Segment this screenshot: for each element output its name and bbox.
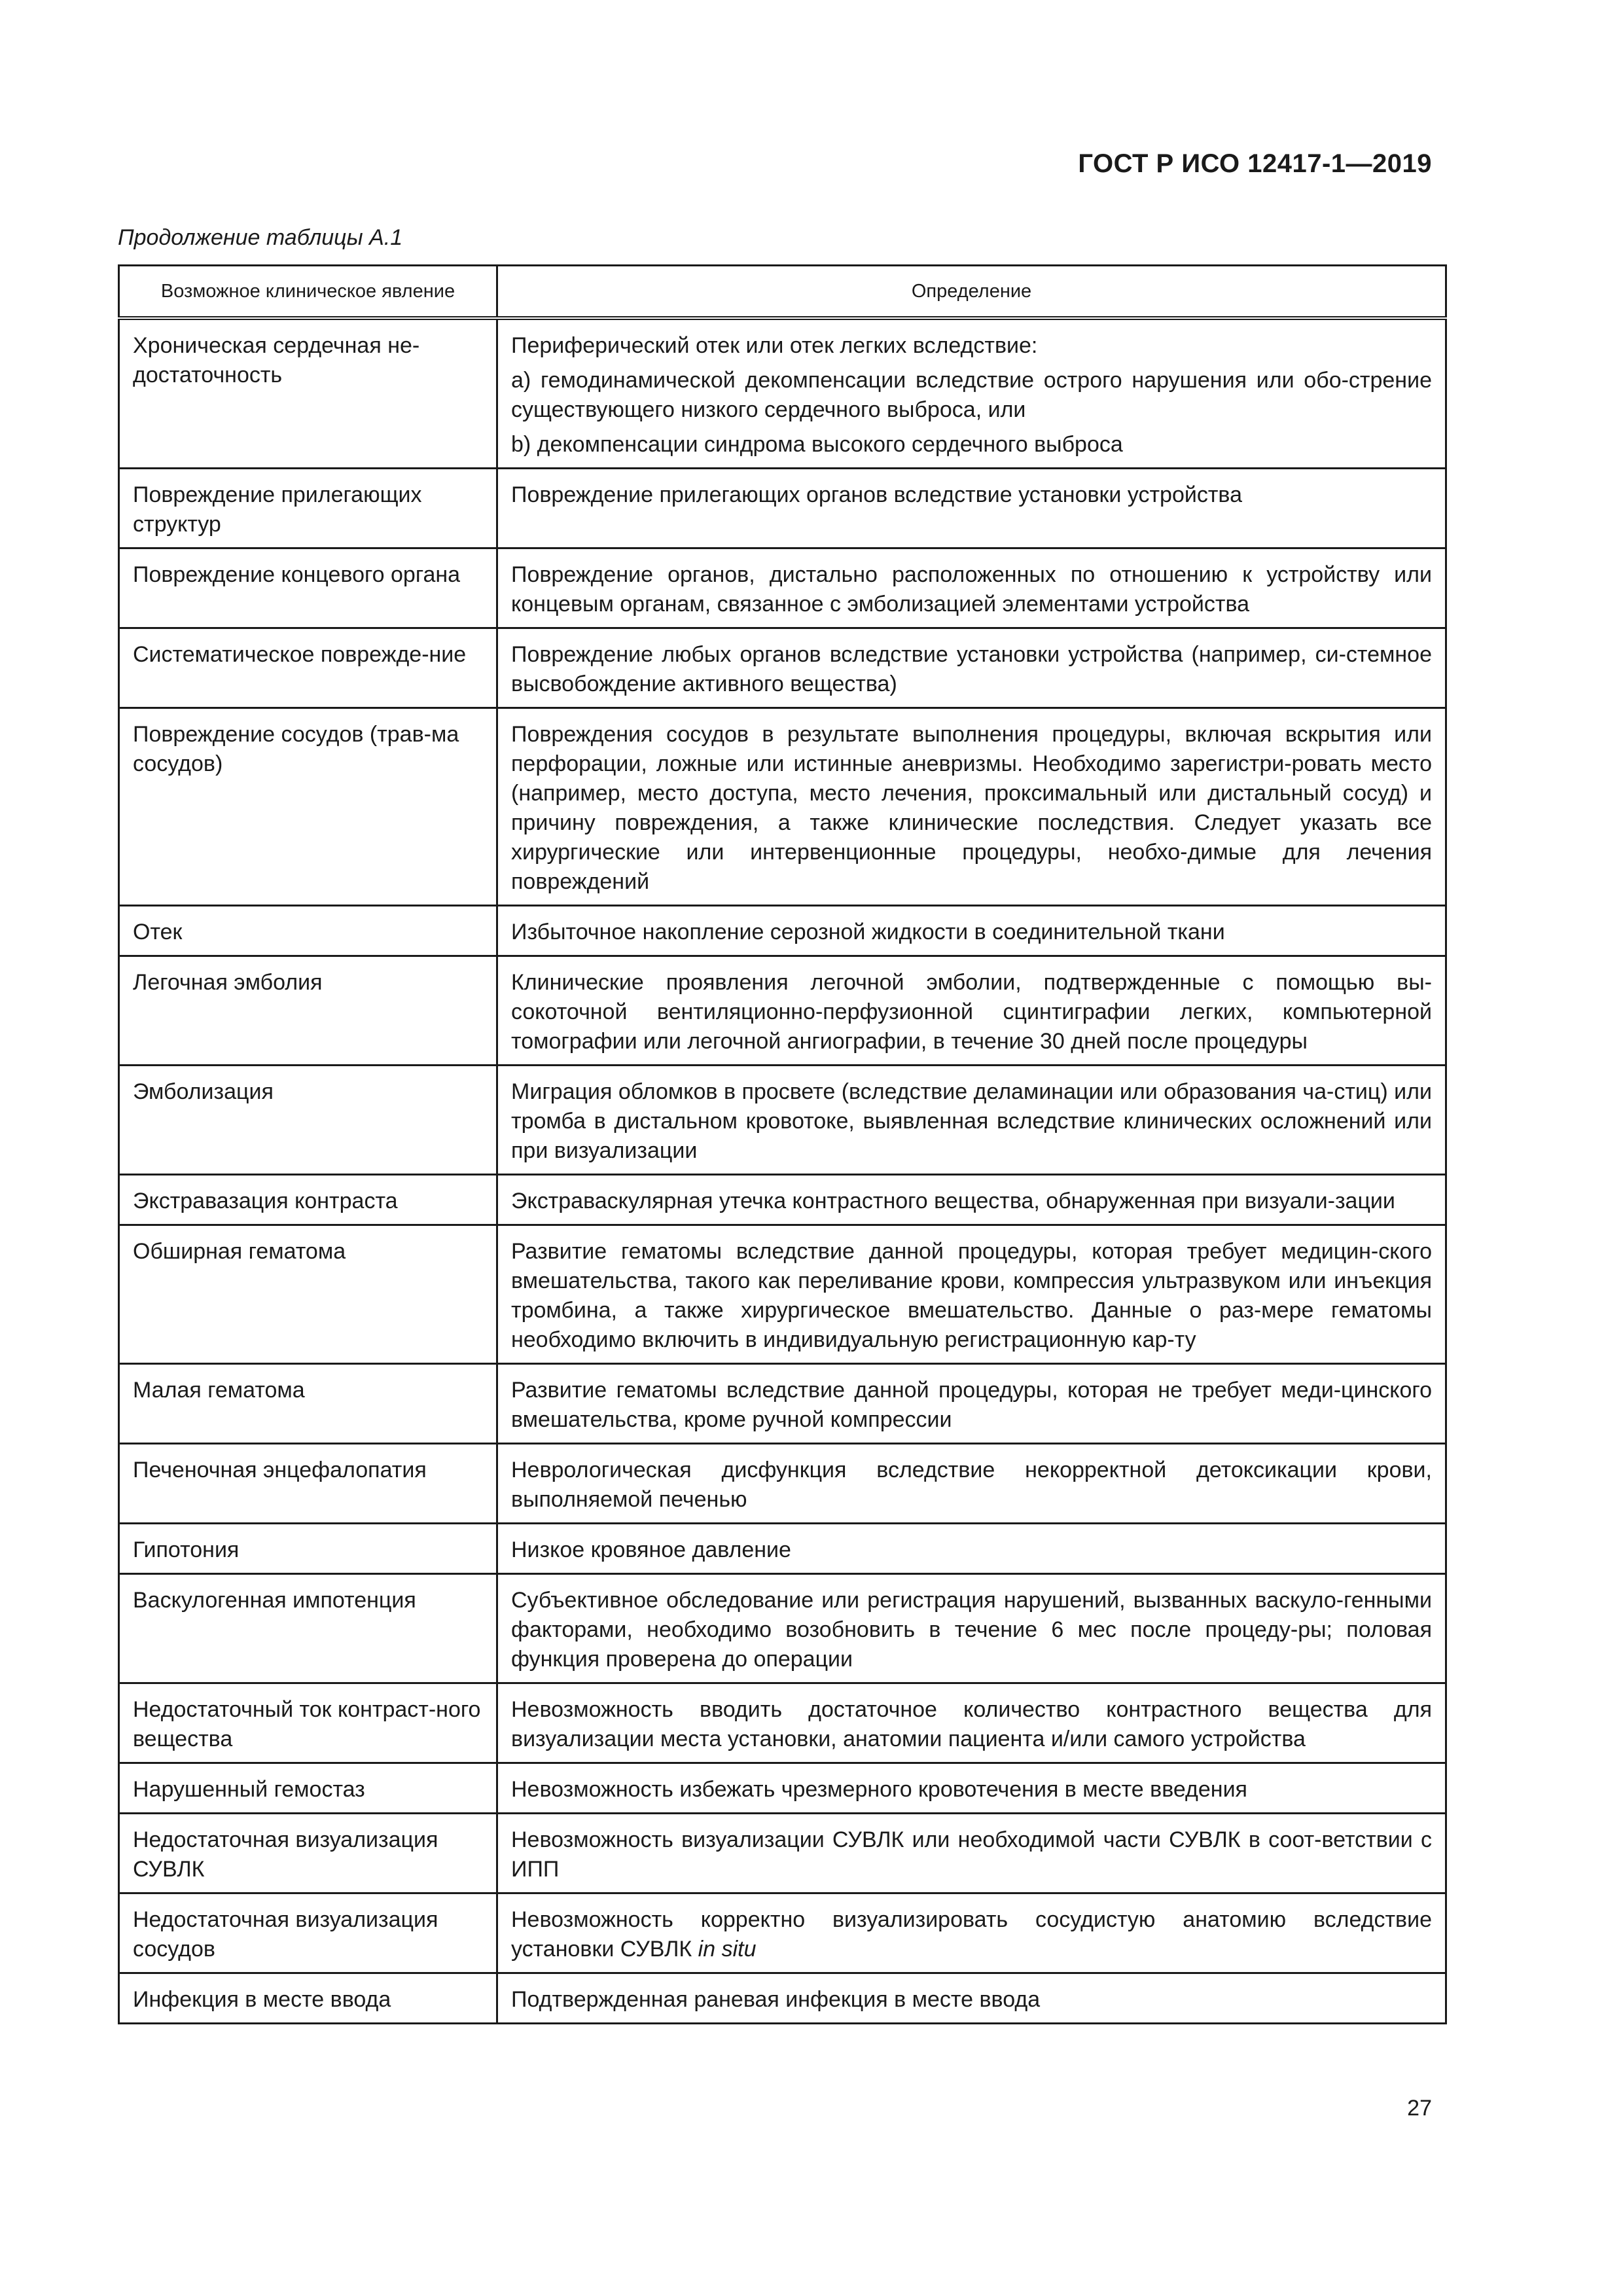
definition-line: Развитие гематомы вследствие данной процедуры, которая требует медицин-ского вмешательства, такого как переливание крови, компрессия ультразвуком или инъекция тромбина, а также хирургическое вмешательство. Данные о раз-мере гематомы необходимо включить в индивидуальную регистрационную кар-ту: [511, 1239, 1432, 1352]
definition-cell: [497, 1973, 1446, 2024]
table-row: [119, 1763, 1446, 1814]
definition-line: Повреждение любых органов вследствие установки устройства (например, си-стемное высвобождение активного вещества): [511, 642, 1432, 696]
term-cell: Повреждение концевого органа: [119, 548, 497, 628]
term-cell: Малая гематома: [119, 1364, 497, 1444]
table-row: [119, 1444, 1446, 1524]
table-caption: Продолжение таблицы А.1: [118, 225, 403, 250]
term-cell: Печеночная энцефалопатия: [119, 1444, 497, 1524]
table-row: [119, 628, 1446, 708]
term-cell: Повреждение сосудов (трав-ма сосудов): [119, 708, 497, 906]
definition-line: Низкое кровяное давление: [511, 1537, 791, 1562]
table-header-row: [119, 266, 1446, 319]
table-row: [119, 469, 1446, 548]
term-cell: Васкулогенная импотенция: [119, 1574, 497, 1683]
definition-line: Миграция обломков в просвете (вследствие деламинации или образования ча-стиц) или тромба в дистальном кровотоке, выявленная вследствие клинических осложнений или при визуализации: [511, 1079, 1432, 1163]
table-row: [119, 1364, 1446, 1444]
definition-line: Повреждение прилегающих органов вследствие установки устройства: [511, 482, 1243, 507]
term-cell: Экстравазация контраста: [119, 1175, 497, 1225]
definition-line: Подтвержденная раневая инфекция в месте ввода: [511, 1987, 1041, 2012]
table-row: [119, 956, 1446, 1066]
definition-cell: [497, 956, 1446, 1066]
definition-cell: [497, 1364, 1446, 1444]
term-cell: Недостаточная визуализация СУВЛК: [119, 1814, 497, 1893]
definition-line: Периферический отек или отек легких вследствие:: [511, 333, 1038, 358]
definition-line: Невозможность корректно визуализировать сосудистую анатомию вследствие установки СУВЛК in situ: [511, 1907, 1432, 1962]
definition-cell: [497, 906, 1446, 956]
table-row: [119, 1574, 1446, 1683]
definition-cell: [497, 1524, 1446, 1574]
definition-line: b) декомпенсации синдрома высокого сердечного выброса: [511, 432, 1123, 457]
term-cell: Инфекция в месте ввода: [119, 1973, 497, 2024]
term-cell: Недостаточный ток контраст-ного вещества: [119, 1683, 497, 1763]
definition-line: Повреждение органов, дистально расположенных по отношению к устройству или концевым органам, связанное с эмболизацией элементами устройства: [511, 562, 1432, 617]
definition-cell: [497, 628, 1446, 708]
term-cell: Недостаточная визуализация сосудов: [119, 1893, 497, 1973]
table-row: [119, 708, 1446, 906]
table-body: [119, 318, 1446, 2024]
page-number: 27: [1407, 2096, 1432, 2121]
term-cell: Гипотония: [119, 1524, 497, 1574]
definition-cell: [497, 708, 1446, 906]
standard-id-header: ГОСТ Р ИСО 12417-1—2019: [1078, 149, 1432, 178]
table-row: [119, 1814, 1446, 1893]
definition-line: Субъективное обследование или регистрация нарушений, вызванных васкуло-генными факторами, необходимо возобновить в течение 6 мес после процеду-ры; половая функция проверена до операции: [511, 1588, 1432, 1672]
column-header-definition: Определение: [497, 266, 1446, 319]
definition-cell: [497, 1066, 1446, 1175]
definition-cell: [497, 1225, 1446, 1364]
definition-cell: [497, 469, 1446, 548]
term-cell: Эмболизация: [119, 1066, 497, 1175]
definition-line: Невозможность избежать чрезмерного кровотечения в месте введения: [511, 1777, 1247, 1802]
definition-line: Повреждения сосудов в результате выполнения процедуры, включая вскрытия или перфорации, ложные или истинные аневризмы. Необходимо зарегистри-ровать место (например, место доступа, место лечения, проксимальный или дистальный сосуд) и причину повреждения, а также клинические последствия. Следует указать все хирургические или интервенционные процедуры, необхо-димые для лечения повреждений: [511, 722, 1432, 894]
definition-line: a) гемодинамической декомпенсации вследствие острого нарушения или обо-стрение существующего низкого сердечного выброса, или: [511, 368, 1432, 422]
term-cell: Систематическое поврежде-ние: [119, 628, 497, 708]
definition-cell: [497, 318, 1446, 469]
definition-cell: [497, 548, 1446, 628]
table-row: [119, 1225, 1446, 1364]
table-row: [119, 1683, 1446, 1763]
table-row: [119, 1175, 1446, 1225]
definition-cell: [497, 1763, 1446, 1814]
definition-line: Экстраваскулярная утечка контрастного вещества, обнаруженная при визуали-зации: [511, 1189, 1395, 1213]
definition-line: Невозможность вводить достаточное количество контрастного вещества для визуализации места установки, анатомии пациента и/или самого устройства: [511, 1697, 1432, 1751]
definition-line: Развитие гематомы вследствие данной процедуры, которая не требует меди-цинского вмешательства, кроме ручной компрессии: [511, 1378, 1432, 1432]
term-cell: Обширная гематома: [119, 1225, 497, 1364]
table-row: [119, 1066, 1446, 1175]
definition-line: Невозможность визуализации СУВЛК или необходимой части СУВЛК в соот-ветствии с ИПП: [511, 1827, 1432, 1882]
definition-cell: [497, 1683, 1446, 1763]
table-row: [119, 1524, 1446, 1574]
term-cell: Нарушенный гемостаз: [119, 1763, 497, 1814]
definition-cell: [497, 1444, 1446, 1524]
definition-cell: [497, 1175, 1446, 1225]
definition-line: Клинические проявления легочной эмболии, подтвержденные с помощью вы-сокоточной вентиляционно-перфузионной сцинтиграфии легких, компьютерной томографии или легочной ангиографии, в течение 30 дней после процедуры: [511, 970, 1432, 1054]
table-row: [119, 1893, 1446, 1973]
term-cell: Отек: [119, 906, 497, 956]
table-row: [119, 548, 1446, 628]
column-header-term: Возможное клиническое явление: [119, 266, 497, 319]
term-cell: Хроническая сердечная не-достаточность: [119, 318, 497, 469]
definitions-table: [118, 264, 1447, 2024]
term-cell: Повреждение прилегающих структур: [119, 469, 497, 548]
definition-cell: [497, 1893, 1446, 1973]
table-row: [119, 318, 1446, 469]
definition-cell: [497, 1574, 1446, 1683]
table-row: [119, 906, 1446, 956]
table-row: [119, 1973, 1446, 2024]
definition-cell: [497, 1814, 1446, 1893]
definition-line: Неврологическая дисфункция вследствие некорректной детоксикации крови, выполняемой печенью: [511, 1458, 1432, 1512]
definition-line: Избыточное накопление серозной жидкости в соединительной ткани: [511, 920, 1225, 944]
term-cell: Легочная эмболия: [119, 956, 497, 1066]
